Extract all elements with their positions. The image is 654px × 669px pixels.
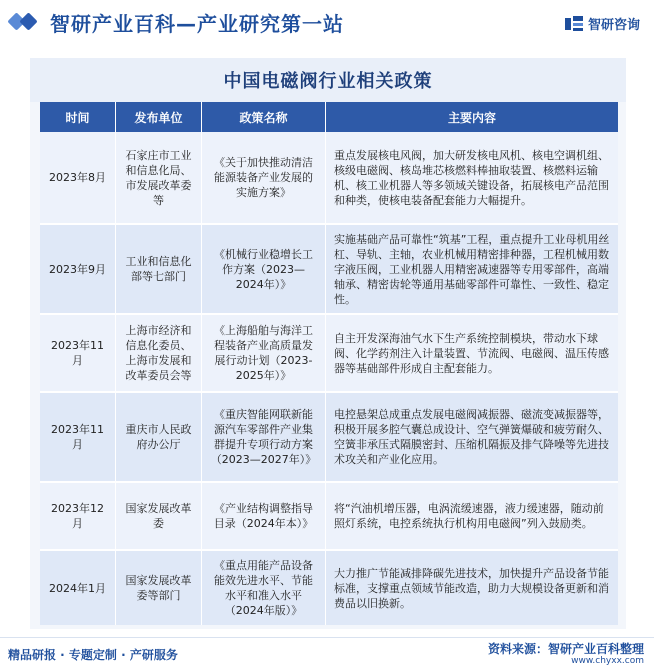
banner-diamond-icon (10, 12, 42, 32)
column-header-date: 时间 (40, 102, 116, 132)
row-content: 自主开发深海油气水下生产系统控制模块，带动水下球阀、化学药剂注入计量装置、节流阀、电磁阀、温压传感器等基础部件形成自主配套能力。 (334, 331, 609, 375)
row-policy: 《重点用能产品设备能效先进水平、节能水平和准入水平（2024年版）》 (202, 551, 326, 625)
brand-logo-icon (565, 16, 583, 32)
footer-url[interactable]: www.chyxx.com (571, 656, 644, 666)
footer-source: 资料来源：智研产业百科整理 (487, 642, 644, 656)
brand-logo-text: 智研咨询 (587, 18, 640, 33)
table-row (40, 315, 618, 393)
site-title: 智研产业百科—产业研究第一站 (50, 12, 344, 36)
column-header-publisher: 发布单位 (116, 102, 202, 132)
row-date: 2023年11月 (40, 315, 116, 391)
row-date: 2023年9月 (40, 225, 116, 313)
table-row (40, 551, 618, 625)
row-content: 将“汽油机增压器，电涡流缓速器，液力缓速器，随动前照灯系统，电控系统执行机构用电磁阀”列入鼓励类。 (334, 502, 604, 530)
brand-logo[interactable] (565, 14, 640, 33)
row-publisher: 国家发展改革委等部门 (116, 551, 202, 625)
row-publisher: 国家发展改革委 (116, 483, 202, 549)
row-content: 电控悬架总成重点发展电磁阀减振器、磁流变减振器等，积极开展多腔气囊总成设计、空气弹簧爆破和疲劳耐久、空簧非承压式隔膜密封、压缩机隔振及排气降噪等先进技术攻关和产业化应用。 (334, 408, 609, 466)
policy-table (40, 102, 618, 627)
row-policy: 《机械行业稳增长工作方案（2023—2024年）》 (202, 225, 326, 313)
row-policy: 《产业结构调整指导目录（2024年本）》 (202, 483, 326, 549)
row-content: 重点发展核电风阀，加大研发核电风机、核电空调机组、核级电磁阀、核岛堆芯核燃料棒抽取装置、核燃料运输机、核工业机器人等多领域关键设备，拓展核电产品范围和种类，使核电装备配套能力大幅提升。 (334, 148, 609, 207)
policy-document (30, 58, 626, 629)
row-publisher: 重庆市人民政府办公厅 (116, 393, 202, 481)
top-banner (0, 0, 654, 46)
row-content: 实施基础产品可靠性“筑基”工程，重点提升工业母机用丝杠、导轨、主轴，农业机械用精密排种器，工程机械用数字液压阀，工业机器人用精密减速器等专用零部件，高端轴承、精密齿轮等通用基础零部件可靠性、一致性、稳定性。 (334, 232, 610, 306)
document-title: 中国电磁阀行业相关政策 (30, 58, 626, 102)
footer-services: 精品研报 · 专题定制 · 产研服务 (8, 648, 178, 662)
table-row (40, 393, 618, 483)
column-header-policy: 政策名称 (202, 102, 326, 132)
row-publisher: 石家庄市工业和信息化局、市发展改革委等 (116, 132, 202, 223)
row-publisher: 上海市经济和信息化委员、上海市发展和改革委员会等 (116, 315, 202, 391)
row-policy: 《重庆智能网联新能源汽车零部件产业集群提升专项行动方案（2023—2027年）》 (202, 393, 326, 481)
row-publisher: 工业和信息化部等七部门 (116, 225, 202, 313)
row-policy: 《关于加快推动清洁能源装备产业发展的实施方案》 (202, 132, 326, 223)
row-date: 2023年8月 (40, 132, 116, 223)
table-header (40, 102, 618, 132)
footer-bar (0, 637, 654, 669)
table-row (40, 225, 618, 315)
row-date: 2023年12月 (40, 483, 116, 549)
table-row (40, 132, 618, 225)
row-content: 大力推广节能减排降碳先进技术，加快提升产品设备节能标准，支撑重点领域节能改造，助力大规模设备更新和消费品以旧换新。 (334, 566, 609, 610)
row-date: 2024年1月 (40, 551, 116, 625)
table-row (40, 483, 618, 551)
column-header-content: 主要内容 (447, 110, 496, 125)
row-policy: 《上海船舶与海洋工程装备产业高质量发展行动计划（2023-2025年）》 (202, 315, 326, 391)
row-date: 2023年11月 (40, 393, 116, 481)
